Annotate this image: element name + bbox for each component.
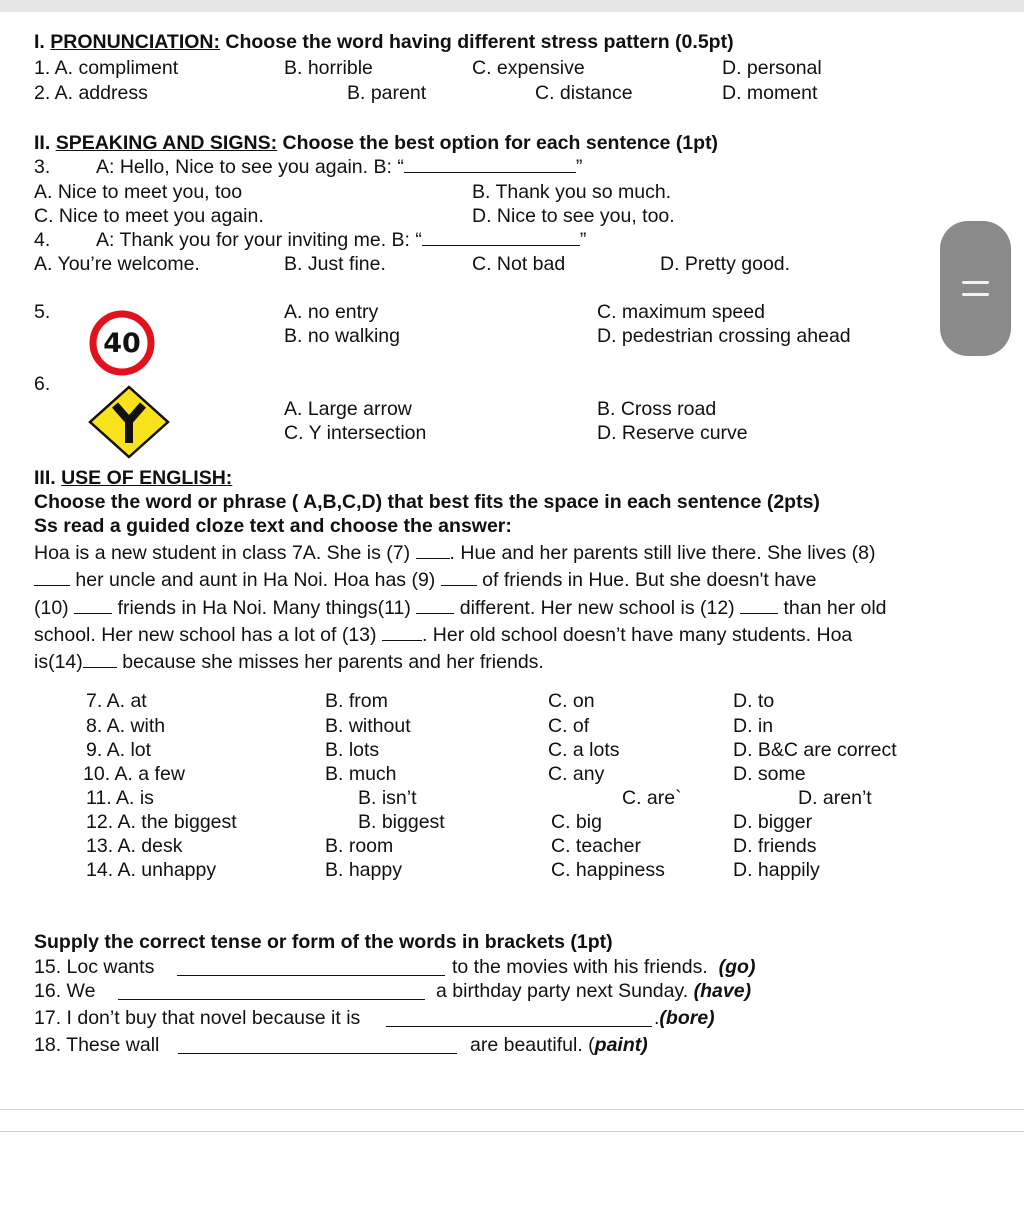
passage-line-2: her uncle and aunt in Ha Noi. Hoa has (9) of friends in Hue. But she doesn't have bbox=[34, 571, 817, 591]
q4-prompt: A: Thank you for your inviting me. B: “ ” bbox=[96, 229, 587, 251]
q10-option-c: C. any bbox=[548, 763, 605, 785]
q4-option-d: D. Pretty good. bbox=[660, 253, 791, 275]
q12-option-c: C. big bbox=[551, 811, 602, 833]
q7-option-c: C. on bbox=[548, 690, 595, 712]
section3-instruction: Choose the word or phrase ( A,B,C,D) that best fits the space in each sentence (2pts) bbox=[34, 491, 820, 513]
grip-line-top bbox=[962, 281, 989, 284]
grip-line-bottom bbox=[962, 293, 989, 296]
q3-number: 3. bbox=[34, 156, 51, 178]
q8-option-c: C. of bbox=[548, 715, 590, 737]
q1-option-a: 1. A. compliment bbox=[34, 57, 179, 79]
q7-option-d: D. to bbox=[733, 690, 775, 712]
q5-option-c: C. maximum speed bbox=[597, 301, 765, 323]
q14-option-a: 14. A. unhappy bbox=[86, 859, 217, 881]
q3-prompt: A: Hello, Nice to see you again. B: “ ” bbox=[96, 156, 583, 178]
q6-option-d: D. Reserve curve bbox=[597, 422, 748, 444]
q9-option-a: 9. A. lot bbox=[86, 739, 152, 761]
q18-blank[interactable] bbox=[178, 1052, 457, 1054]
q16-start: 16. We bbox=[34, 980, 96, 1002]
page-divider-bottom bbox=[0, 1131, 1024, 1132]
speed-limit-sign bbox=[89, 310, 155, 376]
speed-limit-sign-text: 40 bbox=[103, 328, 141, 359]
q8-option-b: B. without bbox=[325, 715, 411, 737]
q10-option-b: B. much bbox=[325, 763, 397, 785]
top-bar bbox=[0, 0, 1024, 12]
q6-option-c: C. Y intersection bbox=[284, 422, 427, 444]
q15-end: to the movies with his friends. (go) bbox=[452, 956, 756, 978]
y-intersection-sign bbox=[88, 385, 170, 459]
q10-option-a: 10. A. a few bbox=[83, 763, 185, 785]
q12-option-d: D. bigger bbox=[733, 811, 813, 833]
q14-option-b: B. happy bbox=[325, 859, 402, 881]
q8-option-a: 8. A. with bbox=[86, 715, 166, 737]
q2-option-d: D. moment bbox=[722, 82, 818, 104]
q17-end: .(bore) bbox=[654, 1007, 715, 1029]
q6-option-a: A. Large arrow bbox=[284, 398, 412, 420]
passage-line-3: (10) friends in Ha Noi. Many things(11) different. Her new school is (12) than her old bbox=[34, 597, 887, 619]
section3-title: III. USE OF ENGLISH: bbox=[34, 467, 233, 489]
q2-option-a: 2. A. address bbox=[34, 82, 148, 104]
q8-option-d: D. in bbox=[733, 715, 774, 737]
q11-option-c: C. are` bbox=[622, 787, 682, 809]
page-divider-top bbox=[0, 1109, 1024, 1110]
q12-option-a: 12. A. the biggest bbox=[86, 811, 237, 833]
q11-option-d: D. aren’t bbox=[798, 787, 872, 809]
q5-option-d: D. pedestrian crossing ahead bbox=[597, 325, 851, 347]
q2-option-b: B. parent bbox=[347, 82, 427, 104]
q6-number: 6. bbox=[34, 373, 51, 395]
passage-line-4: school. Her new school has a lot of (13) . Her old school doesn’t have many students. Hoa bbox=[34, 624, 853, 646]
q11-option-a: 11. A. is bbox=[86, 787, 154, 809]
q5-number: 5. bbox=[34, 301, 51, 323]
q2-option-c: C. distance bbox=[535, 82, 633, 104]
scroll-handle[interactable] bbox=[940, 221, 1011, 356]
q10-option-d: D. some bbox=[733, 763, 806, 785]
passage-line-1: Hoa is a new student in class 7A. She is (7) . Hue and her parents still live there. She lives (8) bbox=[34, 542, 876, 564]
q4-option-c: C. Not bad bbox=[472, 253, 566, 275]
q7-option-b: B. from bbox=[325, 690, 388, 712]
passage-line-5: is(14) because she misses her parents and her friends. bbox=[34, 651, 544, 673]
q3-option-d: D. Nice to see you, too. bbox=[472, 205, 675, 227]
section2-title: II. SPEAKING AND SIGNS: Choose the best option for each sentence (1pt) bbox=[34, 132, 719, 154]
q6-option-b: B. Cross road bbox=[597, 398, 717, 420]
q13-option-d: D. friends bbox=[733, 835, 817, 857]
q16-blank[interactable] bbox=[118, 998, 425, 1000]
q18-end: are beautiful. (paint) bbox=[470, 1034, 648, 1056]
q1-option-b: B. horrible bbox=[284, 57, 373, 79]
q13-option-c: C. teacher bbox=[551, 835, 641, 857]
q5-option-b: B. no walking bbox=[284, 325, 400, 347]
q14-option-d: D. happily bbox=[733, 859, 820, 881]
q11-option-b: B. isn’t bbox=[358, 787, 417, 809]
q15-start: 15. Loc wants bbox=[34, 956, 155, 978]
q17-blank[interactable] bbox=[386, 1025, 652, 1027]
q14-option-c: C. happiness bbox=[551, 859, 665, 881]
q7-option-a: 7. A. at bbox=[86, 690, 147, 712]
q18-start: 18. These wall bbox=[34, 1034, 160, 1056]
q4-option-a: A. You’re welcome. bbox=[34, 253, 200, 275]
q13-option-b: B. room bbox=[325, 835, 394, 857]
q3-option-c: C. Nice to meet you again. bbox=[34, 205, 264, 227]
q1-option-d: D. personal bbox=[722, 57, 822, 79]
q3-option-b: B. Thank you so much. bbox=[472, 181, 672, 203]
q3-option-a: A. Nice to meet you, too bbox=[34, 181, 243, 203]
q1-option-c: C. expensive bbox=[472, 57, 585, 79]
q5-option-a: A. no entry bbox=[284, 301, 379, 323]
section4-instruction: Supply the correct tense or form of the words in brackets (1pt) bbox=[34, 931, 613, 953]
q4-number: 4. bbox=[34, 229, 51, 251]
q9-option-c: C. a lots bbox=[548, 739, 620, 761]
q12-option-b: B. biggest bbox=[358, 811, 445, 833]
section1-title: I. PRONUNCIATION: Choose the word having different stress pattern (0.5pt) bbox=[34, 31, 734, 53]
q16-end: a birthday party next Sunday. (have) bbox=[436, 980, 752, 1002]
section3-subinstruction: Ss read a guided cloze text and choose the answer: bbox=[34, 515, 512, 537]
q9-option-d: D. B&C are correct bbox=[733, 739, 897, 761]
q15-blank[interactable] bbox=[177, 974, 445, 976]
q4-option-b: B. Just fine. bbox=[284, 253, 386, 275]
q9-option-b: B. lots bbox=[325, 739, 380, 761]
q13-option-a: 13. A. desk bbox=[86, 835, 183, 857]
q17-start: 17. I don’t buy that novel because it is bbox=[34, 1007, 361, 1029]
